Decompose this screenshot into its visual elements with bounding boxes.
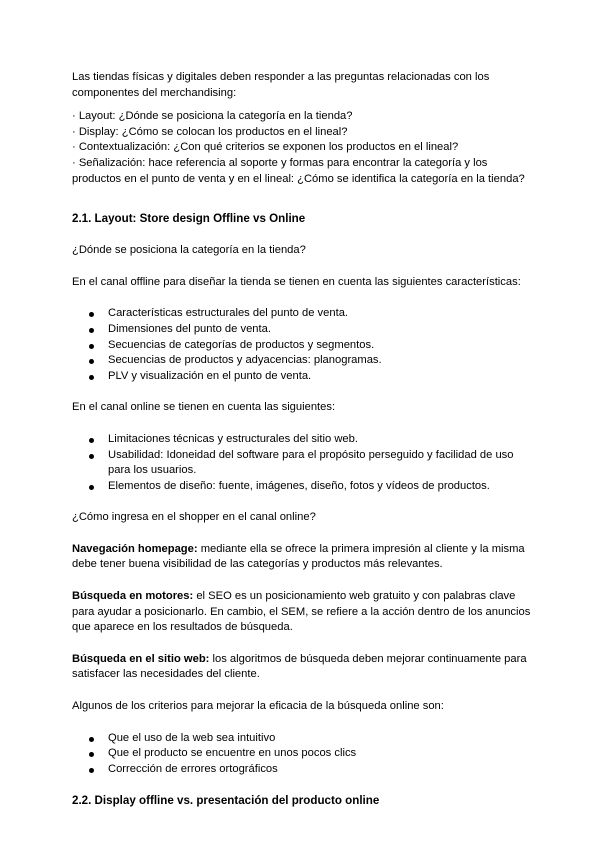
- list-item: Dimensiones del punto de venta.: [72, 322, 537, 338]
- list-item: Corrección de errores ortográficos: [72, 762, 537, 778]
- intro-paragraph: Las tiendas físicas y digitales deben responder a las preguntas relacionadas con los componentes del merchandising:: [72, 71, 490, 99]
- list-item: Secuencias de productos y adyacencias: planogramas.: [72, 353, 537, 369]
- list-item: PLV y visualización en el punto de venta.: [72, 369, 537, 385]
- site-search-label: Búsqueda en el sitio web:: [72, 652, 210, 665]
- list-item: Características estructurales del punto de venta.: [72, 306, 537, 322]
- intro-item-layout: · Layout: ¿Dónde se posiciona la categoría en la tienda?: [72, 110, 353, 123]
- offline-intro: En el canal offline para diseñar la tienda se tienen en cuenta las siguientes características:: [72, 275, 521, 288]
- list-item: Que el producto se encuentre en unos pocos clics: [72, 746, 537, 762]
- criteria-intro: Algunos de los criterios para mejorar la eficacia de la búsqueda online son:: [72, 700, 444, 713]
- list-item: Secuencias de categorías de productos y segmentos.: [72, 338, 537, 354]
- list-item: Que el uso de la web sea intuitivo: [72, 731, 537, 747]
- intro-item-display: · Display: ¿Cómo se colocan los productos en el lineal?: [72, 125, 348, 138]
- section-heading-layout: 2.1. Layout: Store design Offline vs Online: [72, 212, 306, 226]
- site-search-paragraph: [72, 652, 537, 683]
- online-intro: En el canal online se tienen en cuenta las siguientes:: [72, 401, 336, 414]
- search-engines-paragraph: [72, 589, 537, 636]
- offline-list: [72, 306, 537, 384]
- online-list: [72, 432, 537, 494]
- nav-homepage-text: mediante ella se ofrece la primera impresión al cliente y la misma debe tener buena visibilidad de las categorías y productos más relevantes.: [72, 542, 525, 571]
- section-heading-display: 2.2. Display offline vs. presentación del producto online: [72, 794, 380, 808]
- criteria-list: [72, 731, 537, 778]
- document-page: [72, 70, 537, 809]
- shopper-question: ¿Cómo ingresa en el shopper en el canal online?: [72, 511, 316, 524]
- intro-item-senalizacion: · Señalización: hace referencia al soporte y formas para encontrar la categoría y los productos en el punto de venta y en el lineal: ¿Cómo se identifica la categoría en la tienda?: [72, 156, 525, 185]
- nav-homepage-paragraph: [72, 542, 537, 573]
- list-item: Usabilidad: Idoneidad del software para el propósito perseguido y facilidad de uso para los usuarios.: [72, 448, 537, 479]
- search-engines-label: Búsqueda en motores:: [72, 590, 194, 603]
- site-search-text: los algoritmos de búsqueda deben mejorar continuamente para satisfacer las necesidades del cliente.: [72, 652, 527, 681]
- list-item: Limitaciones técnicas y estructurales del sitio web.: [72, 432, 537, 448]
- list-item: Elementos de diseño: fuente, imágenes, diseño, fotos y vídeos de productos.: [72, 479, 537, 495]
- intro-item-contextualizacion: · Contextualización: ¿Con qué criterios se exponen los productos en el lineal?: [72, 141, 459, 154]
- layout-question: ¿Dónde se posiciona la categoría en la tienda?: [72, 244, 306, 257]
- nav-homepage-label: Navegación homepage:: [72, 542, 198, 555]
- search-engines-text: el SEO es un posicionamiento web gratuito y con palabras clave para ayudar a posicionarlo. En cambio, el SEM, se refiere a la acción dentro de los anuncios que aparece en los resultados de búsqueda.: [72, 590, 531, 634]
